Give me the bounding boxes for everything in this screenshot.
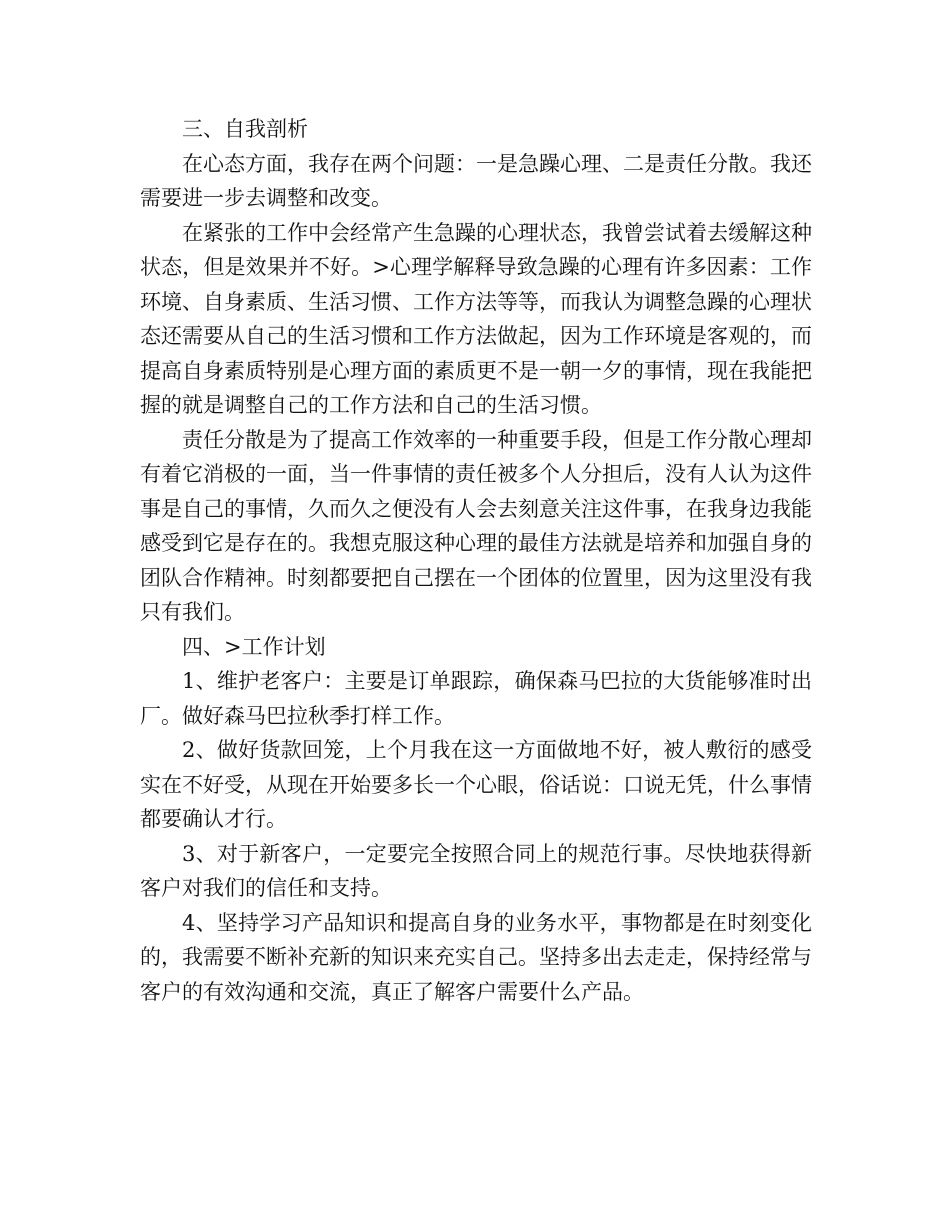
paragraph-responsibility: 责任分散是为了提高工作效率的一种重要手段，但是工作分散心理却有着它消极的一面，当一件事情的责任被多个人分担后，没有人认为这件事是自己的事情，久而久之便没有人会去刻意关注这件事，在我身边我能感受到它是存在的。我想克服这种心理的最佳方法就是培养和加强自身的团队合作精神。时刻都要把自己摆在一个团体的位置里，因为这里没有我只有我们。 (140, 427, 812, 624)
plan-item-1: 1、维护老客户：主要是订单跟踪，确保森马巴拉的大货能够准时出厂。做好森马巴拉秋季打样工作。 (140, 669, 812, 728)
plan-item-2: 2、做好货款回笼，上个月我在这一方面做地不好，被人敷衍的感受实在不好受，从现在开始要多长一个心眼，俗话说：口说无凭，什么事情都要确认才行。 (140, 738, 812, 831)
document-body (140, 112, 812, 1009)
section-heading-work-plan: 四、>工作计划 (182, 634, 326, 659)
paragraph-mindset: 在心态方面，我存在两个问题：一是急躁心理、二是责任分散。我还需要进一步去调整和改变。 (140, 151, 812, 210)
plan-item-4: 4、坚持学习产品知识和提高自身的业务水平，事物都是在时刻变化的，我需要不断补充新的知识来充实自己。坚持多出去走走，保持经常与客户的有效沟通和交流，真正了解客户需要什么产品。 (140, 910, 812, 1004)
section-heading-self-analysis: 三、自我剖析 (182, 117, 308, 141)
plan-item-3: 3、对于新客户，一定要完全按照合同上的规范行事。尽快地获得新客户对我们的信任和支持。 (140, 841, 812, 900)
paragraph-impatience: 在紧张的工作中会经常产生急躁的心理状态，我曾尝试着去缓解这种状态，但是效果并不好。>心理学解释导致急躁的心理有许多因素：工作环境、自身素质、生活习惯、工作方法等等，而我认为调整急躁的心理状态还需要从自己的生活习惯和工作方法做起，因为工作环境是客观的，而提高自身素质特别是心理方面的素质更不是一朝一夕的事情，现在我能把握的就是调整自己的工作方法和自己的生活习惯。 (140, 220, 812, 417)
